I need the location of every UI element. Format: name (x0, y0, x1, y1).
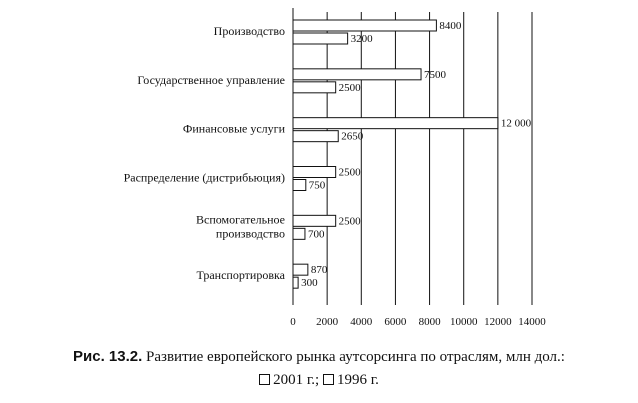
bar-1996-3 (293, 180, 306, 191)
bar-1996-1 (293, 82, 336, 93)
figure-caption (0, 347, 638, 367)
figure-title: Развитие европейского рынка аутсорсинга по отраслям, млн дол.: (146, 349, 565, 365)
category-label-3: Распределение (дистрибьюция) (123, 170, 285, 185)
x-tick-label-8000: 8000 (418, 316, 441, 328)
category-label-4-0: Вспомогательное (196, 212, 285, 227)
data-label-2001-5: 870 (310, 264, 328, 277)
data-label-2001-1: 7500 (424, 68, 447, 81)
x-tick-label-12000: 12000 (484, 316, 512, 328)
data-label-2001-0: 8400 (439, 20, 462, 32)
data-label-1996-0: 3200 (350, 33, 373, 45)
data-label-2001-3: 2500 (338, 166, 361, 179)
legend-label-2001: 2001 г.; (273, 372, 320, 388)
bar-2001-5 (293, 264, 308, 275)
x-tick-label-10000: 10000 (449, 316, 478, 328)
x-tick-label-0: 0 (290, 316, 296, 328)
x-tick-label-4000: 4000 (350, 316, 373, 328)
data-label-1996-4: 700 (307, 228, 325, 241)
legend-swatch-2001 (259, 374, 270, 385)
category-label-1: Государственное управление (137, 72, 285, 87)
category-label-5: Транспортировка (196, 268, 285, 283)
x-tick-label-6000: 6000 (384, 316, 407, 328)
bar-2001-1 (293, 69, 421, 80)
data-label-1996-5: 300 (301, 277, 318, 290)
bar-2001-0 (293, 20, 436, 31)
data-label-2001-4: 2500 (338, 215, 361, 228)
legend-label-1996: 1996 г. (336, 372, 379, 388)
bar-2001-3 (293, 167, 336, 178)
data-label-1996-2: 2650 (341, 130, 364, 143)
data-label-1996-3: 750 (308, 179, 326, 192)
bar-2001-2 (293, 118, 498, 129)
x-tick-label-14000: 14000 (518, 316, 546, 328)
bar-1996-2 (293, 131, 338, 142)
category-label-0: Производство (213, 24, 285, 38)
bar-1996-5 (293, 277, 298, 288)
figure-number: Рис. 13.2. (73, 348, 143, 365)
legend (0, 370, 638, 390)
bar-1996-0 (293, 33, 348, 44)
bar-2001-4 (293, 215, 336, 226)
category-label-2: Финансовые услуги (182, 121, 285, 136)
bar-1996-4 (293, 228, 305, 239)
x-tick-label-2000: 2000 (316, 316, 339, 328)
category-label-4-1: производство (215, 226, 285, 241)
legend-swatch-1996 (323, 374, 334, 385)
data-label-2001-2: 12 000 (500, 117, 532, 130)
data-label-1996-1: 2500 (338, 81, 361, 94)
